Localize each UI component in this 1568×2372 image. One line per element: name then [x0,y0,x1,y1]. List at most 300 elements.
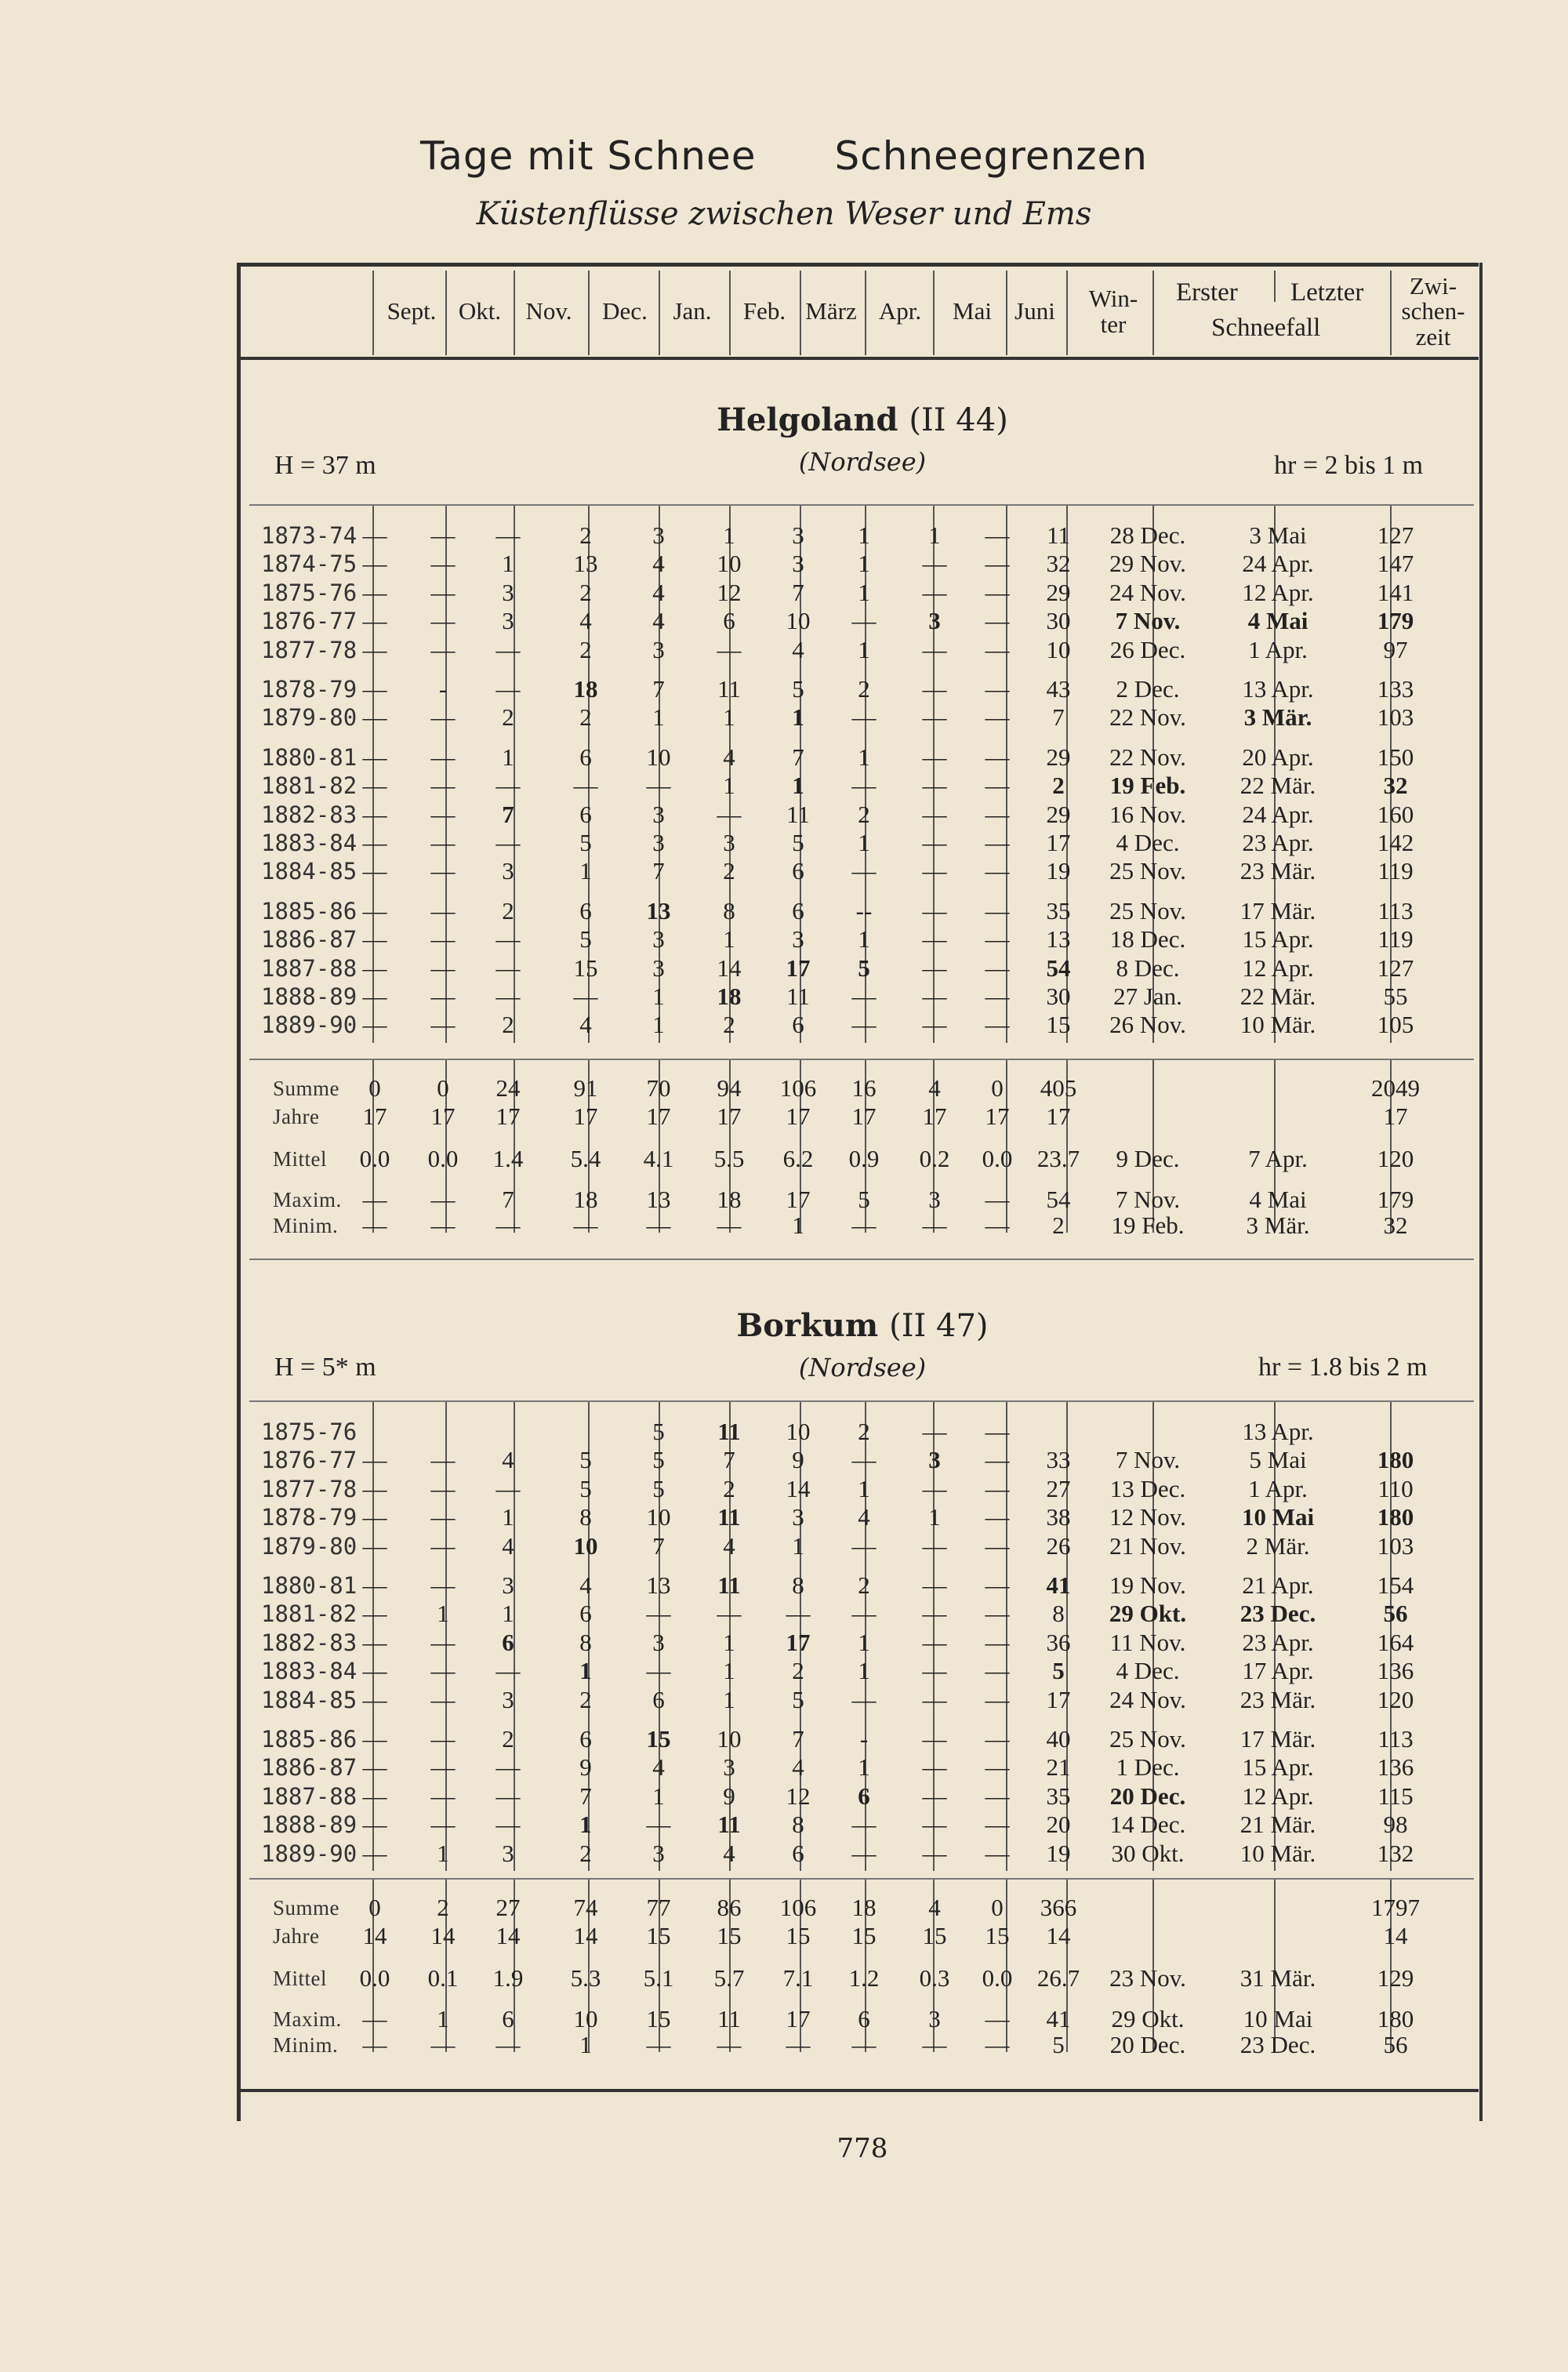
table-cell: 2 [858,1418,870,1445]
table-cell: — [362,550,387,578]
table-cell: 2 [579,578,592,606]
table-cell: — [985,1839,1010,1867]
table-cell: 1 [437,1839,449,1867]
table-cell: — [362,772,387,800]
column-header: Win- ter [1088,284,1138,338]
stat-cell: 29 Okt. [1111,2005,1185,2032]
stat-cell: 18 [573,1186,598,1213]
table-cell: 5 [652,1418,665,1445]
table-cell: — [362,1011,387,1039]
table-cell: — [922,743,947,771]
stat-cell: 15 [922,1922,947,1949]
table-cell: 3 [502,857,514,885]
table-cell: 4 Mai [1247,607,1308,635]
table-cell: 15 [1046,1011,1071,1039]
table-cell: 4 [579,1011,592,1039]
stat-cell: 27 [495,1894,521,1921]
table-cell: 2 [858,675,870,703]
table-cell: 136 [1377,1657,1414,1685]
table-cell: 8 [792,1571,804,1599]
table-cell: 4 [723,1839,735,1867]
stat-label: Summe [273,1896,340,1920]
table-cell: — [985,772,1010,800]
stat-cell: 4 [928,1074,941,1102]
stat-cell: 366 [1040,1894,1077,1921]
section-rule [249,1259,1474,1260]
table-cell: 27 Jan. [1113,983,1182,1010]
stat-cell: 1.4 [492,1145,524,1172]
table-cell: — [362,675,387,703]
stat-cell: — [430,1186,456,1213]
stat-cell: 14 [495,1922,521,1949]
table-cell: 1 [858,829,870,856]
table-cell: — [430,1503,456,1531]
table-cell: 23 Apr. [1242,829,1314,856]
stat-cell: — [646,2031,671,2058]
column-divider [659,271,660,355]
stat-cell: 0.0 [982,1964,1013,1992]
table-cell: — [985,1418,1010,1445]
table-cell: 3 [652,635,665,663]
stat-cell: 1.2 [848,1964,880,1992]
table-cell: 1 [502,1600,514,1628]
station-height: H = 37 m [274,451,376,480]
table-cell: 32 [1046,550,1071,578]
table-cell: 1 [723,925,735,954]
stat-cell: — [646,1211,671,1239]
table-cell: 4 Dec. [1116,829,1180,856]
table-cell: 2 [579,1685,592,1713]
stat-cell: — [985,2005,1010,2032]
table-cell: 3 [652,800,665,828]
table-cell: — [646,772,671,800]
row-label: 1885-86 [261,897,358,924]
stat-cell: 5.3 [570,1964,601,1992]
table-cell: 1 [437,1600,449,1628]
table-cell: 3 [502,1839,514,1867]
stat-cell [1215,1894,1341,1922]
stat-cell: 0.1 [427,1964,459,1992]
stat-cell: 54 [1046,1186,1071,1213]
stat-cell [1215,1102,1341,1131]
table-cell: 10 [717,550,742,578]
table-cell: 17 Mär. [1240,896,1316,924]
table-cell: 19 Nov. [1109,1571,1186,1599]
table-cell: 3 [792,925,804,954]
column-header: Sept. [387,297,437,325]
row-label: 1875-76 [261,579,358,606]
table-cell: 6 [792,857,804,885]
table-cell: — [430,550,456,578]
table-cell: 2 [502,703,514,732]
stat-cell: 129 [1377,1964,1414,1992]
stat-cell: 31 Mär. [1240,1964,1316,1992]
column-divider [1274,271,1276,302]
stat-cell: 23.7 [1036,1145,1080,1172]
row-label: 1883-84 [261,1658,358,1685]
table-cell [339,1418,410,1446]
table-cell: 21 Mär. [1240,1811,1316,1839]
table-cell: — [430,954,456,982]
table-cell: — [362,829,387,856]
stat-cell: 180 [1377,2005,1414,2032]
table-cell: — [430,607,456,635]
table-cell: — [430,1657,456,1685]
table-cell: 7 [652,1531,665,1560]
column-header: Mai [953,297,992,325]
table-cell: 33 [1046,1446,1071,1474]
stat-cell: 17 [573,1102,598,1130]
table-cell: 10 [717,1725,742,1753]
table-cell: 8 [579,1628,592,1656]
table-cell: 1 [652,703,665,732]
stat-cell: 5 [1052,2031,1065,2058]
stat-cell: 26.7 [1036,1964,1080,1992]
table-cell: 15 [573,954,598,982]
table-cell: 4 [502,1446,514,1474]
table-cell: 17 Mär. [1240,1725,1316,1753]
stat-cell: 14 [1383,1922,1408,1949]
table-cell: 9 [579,1753,592,1782]
section-rule [249,1878,1474,1880]
table-cell: — [646,1657,671,1685]
table-cell: 10 [786,607,811,635]
table-cell: 17 [1046,1685,1071,1713]
table-cell: 23 Mär. [1240,857,1316,885]
table-cell: — [362,1753,387,1782]
table-cell: 19 Feb. [1109,772,1186,800]
table-cell: 6 [579,800,592,828]
table-cell: — [362,954,387,982]
table-cell: 4 Dec. [1116,1657,1180,1685]
stat-cell: — [717,2031,742,2058]
table-cell: — [851,1685,877,1713]
table-cell: — [430,521,456,549]
column-divider [1006,271,1007,355]
stat-cell: — [495,1211,521,1239]
table-cell: -- [855,896,873,924]
table-cell: 154 [1377,1571,1414,1599]
table-cell: — [430,1571,456,1599]
table-cell: 20 Dec. [1109,1782,1186,1810]
table-cell: — [851,1446,877,1474]
table-cell: 21 [1046,1753,1071,1782]
table-cell: — [985,607,1010,635]
stat-label: Jahre [273,1924,320,1948]
table-cell: 179 [1377,607,1414,635]
table-cell: 40 [1046,1725,1071,1753]
table-cell: 3 [792,521,804,549]
row-label: 1876-77 [261,1447,358,1474]
table-cell: — [985,1753,1010,1782]
table-cell: — [985,675,1010,703]
station-code: (II 44) [909,402,1008,438]
table-cell: 1 [792,772,804,800]
table-cell: — [362,857,387,885]
table-cell: 1 [723,1685,735,1713]
table-cell: 5 [579,829,592,856]
table-cell: 3 [652,925,665,954]
page-title [0,133,1568,179]
row-label: 1879-80 [261,704,358,732]
stat-cell: — [717,1211,742,1239]
table-cell: — [985,1503,1010,1531]
table-cell: 6 [792,1839,804,1867]
table-cell: 7 [792,578,804,606]
table-cell: — [922,1571,947,1599]
table-cell: 1 [579,1811,592,1839]
stat-cell: 4 Mai [1249,1186,1307,1213]
stat-cell: 7 Apr. [1248,1145,1308,1172]
table-cell: 23 Apr. [1242,1628,1314,1656]
table-cell: 2 Mär. [1246,1531,1310,1560]
table-cell: 6 [579,743,592,771]
stat-cell: — [922,2031,947,2058]
table-cell: — [362,1782,387,1810]
table-cell: 160 [1377,800,1414,828]
table-cell: 20 Apr. [1242,743,1314,771]
stat-label: Minim. [273,1214,339,1237]
table-cell: 3 [928,607,941,635]
table-cell: 26 [1046,1531,1071,1560]
table-cell: — [362,1474,387,1502]
stat-cell: 3 [928,2005,941,2032]
table-cell: 24 Apr. [1242,550,1314,578]
column-header: Dec. [602,297,648,325]
station-name: Borkum [736,1307,879,1344]
table-cell: 1 [579,857,592,885]
stat-cell: — [362,1186,387,1213]
table-cell: 150 [1377,743,1414,771]
row-label: 1873-74 [261,522,358,549]
table-cell: 10 Mär. [1240,1839,1316,1867]
stat-cell: 1797 [1371,1894,1420,1921]
table-cell: 98 [1383,1811,1408,1839]
table-cell: 22 Mär. [1240,983,1316,1010]
station-title [0,1307,1568,1344]
stat-cell: 17 [430,1102,456,1130]
table-cell: 17 [1046,829,1071,856]
table-cell: 10 [646,743,671,771]
table-cell [1025,1418,1092,1446]
table-cell: — [646,1811,671,1839]
table-cell: — [430,1725,456,1753]
stat-cell: 1.9 [492,1964,524,1992]
table-cell: 7 Nov. [1115,607,1181,635]
table-cell: — [430,1446,456,1474]
table-cell: 12 Nov. [1109,1503,1186,1531]
stat-label: Mittel [273,1967,327,1990]
stat-cell: 18 [717,1186,742,1213]
table-cell [475,1418,542,1446]
table-cell: 23 Mär. [1240,1685,1316,1713]
row-label: 1879-80 [261,1532,358,1560]
table-cell: 30 [1046,983,1071,1010]
table-cell: 5 [792,1685,804,1713]
table-cell: — [985,1685,1010,1713]
table-cell: 3 [792,1503,804,1531]
stat-cell: — [430,1211,456,1239]
stat-cell: 6 [858,2005,870,2032]
table-cell: 3 [652,1839,665,1867]
stat-cell: 17 [922,1102,947,1130]
table-cell: 5 [1052,1657,1065,1685]
table-cell: — [495,635,521,663]
table-cell: — [985,1446,1010,1474]
table-cell: 17 [786,954,811,982]
table-cell: 8 [579,1503,592,1531]
table-cell: — [851,1600,877,1628]
stat-cell: 4 [928,1894,941,1921]
table-cell: — [430,1811,456,1839]
stat-cell: 0 [368,1074,381,1102]
table-cell: 24 Apr. [1242,800,1314,828]
table-cell: — [430,1474,456,1502]
stat-cell [1097,1922,1199,1950]
table-cell: 1 [928,521,941,549]
table-cell [412,1418,474,1446]
stat-cell [1097,1894,1199,1922]
table-cell: 25 Nov. [1109,1725,1186,1753]
table-cell: 7 Nov. [1115,1446,1181,1474]
stat-cell: 15 [717,1922,742,1949]
row-label: 1876-77 [261,608,358,635]
table-cell: — [851,607,877,635]
stat-cell: 0.2 [919,1145,950,1172]
column-divider [1390,271,1392,355]
table-cell: — [362,635,387,663]
table-cell: — [985,1600,1010,1628]
table-cell: — [985,550,1010,578]
table-cell: 43 [1046,675,1071,703]
table-cell: 180 [1377,1446,1414,1474]
column-divider [588,271,590,355]
stat-label: Maxim. [273,2007,342,2031]
stat-cell: 14 [362,1922,387,1949]
table-cell: — [362,1628,387,1656]
stat-cell: 23 Dec. [1240,2031,1316,2058]
table-cell: 9 [723,1782,735,1810]
table-cell: 9 [792,1446,804,1474]
table-cell: 4 [723,1531,735,1560]
row-label: 1877-78 [261,1475,358,1502]
stat-cell: 91 [573,1074,598,1102]
stat-cell: 20 Dec. [1109,2031,1186,2058]
table-cell: — [985,829,1010,856]
column-divider [933,271,935,355]
stat-cell: 17 [786,1102,811,1130]
table-cell: — [985,635,1010,663]
station-snowline: hr = 2 bis 1 m [1274,451,1424,480]
stat-cell: — [851,2031,877,2058]
stat-label: Jahre [273,1105,320,1128]
row-label: 1884-85 [261,1686,358,1713]
stat-cell: 0 [991,1894,1004,1921]
row-label: 1878-79 [261,676,358,703]
stat-cell: 17 [985,1102,1010,1130]
row-label: 1886-87 [261,1754,358,1782]
stat-cell: 7.1 [782,1964,814,1992]
stat-cell: 17 [717,1102,742,1130]
column-header: Letzter [1290,278,1364,307]
table-cell: - [438,675,448,703]
table-cell: 2 [579,703,592,732]
table-cell: — [985,896,1010,924]
table-cell: — [495,521,521,549]
table-cell: 3 [502,1685,514,1713]
table-cell: 14 Dec. [1109,1811,1186,1839]
table-cell: 3 [792,550,804,578]
table-cell: — [495,925,521,954]
table-cell: 24 Nov. [1109,578,1186,606]
table-cell: — [922,703,947,732]
stat-cell: 0.9 [848,1145,880,1172]
table-cell: — [646,1600,671,1628]
column-header: Zwi- schen- zeit [1401,271,1465,351]
table-cell: 7 [652,675,665,703]
table-cell: 4 [858,1503,870,1531]
table-cell: 13 [646,1571,671,1599]
table-cell: 15 Apr. [1242,1753,1314,1782]
table-cell: 7 [792,1725,804,1753]
table-cell: — [495,1782,521,1810]
column-header: März [805,297,857,325]
table-cell: 19 [1046,1839,1071,1867]
table-cell: 22 Nov. [1109,703,1186,732]
table-cell: 12 [786,1782,811,1810]
stat-cell: 70 [646,1074,671,1102]
column-divider [729,271,731,355]
row-label: 1885-86 [261,1726,358,1753]
stat-cell: 405 [1040,1074,1077,1102]
table-cell: — [851,857,877,885]
table-cell: - [859,1725,869,1753]
table-cell: 27 [1046,1474,1071,1502]
table-cell: 8 [1052,1600,1065,1628]
table-cell: 10 [786,1418,811,1445]
table-cell: — [362,743,387,771]
station-snowline: hr = 1.8 bis 2 m [1258,1353,1428,1382]
stat-cell: — [430,2031,456,2058]
table-cell: 11 [717,1418,741,1445]
table-cell: 13 [646,896,671,924]
table-cell: — [922,1418,947,1445]
table-cell: 3 [502,607,514,635]
table-cell: 11 [717,1571,741,1599]
table-cell: 2 [579,1839,592,1867]
stat-cell: 0.0 [359,1145,390,1172]
row-label: 1880-81 [261,743,358,771]
table-cell: 3 [652,521,665,549]
table-cell: — [495,829,521,856]
table-cell: — [985,925,1010,954]
table-cell: 1 [928,1503,941,1531]
table-cell: 4 [652,607,665,635]
column-divider [445,271,447,355]
table-cell: — [851,1811,877,1839]
station-region: (Nordsee) [798,1353,927,1382]
table-cell: 4 [502,1531,514,1560]
table-cell: 24 Nov. [1109,1685,1186,1713]
stat-cell: 6.2 [782,1145,814,1172]
table-cell: 54 [1046,954,1071,982]
row-label: 1883-84 [261,830,358,856]
table-cell: 7 [1052,703,1065,732]
table-cell: 29 [1046,578,1071,606]
stat-cell: 106 [779,1894,817,1921]
header-rule [237,357,1479,360]
stat-cell: — [362,1211,387,1239]
